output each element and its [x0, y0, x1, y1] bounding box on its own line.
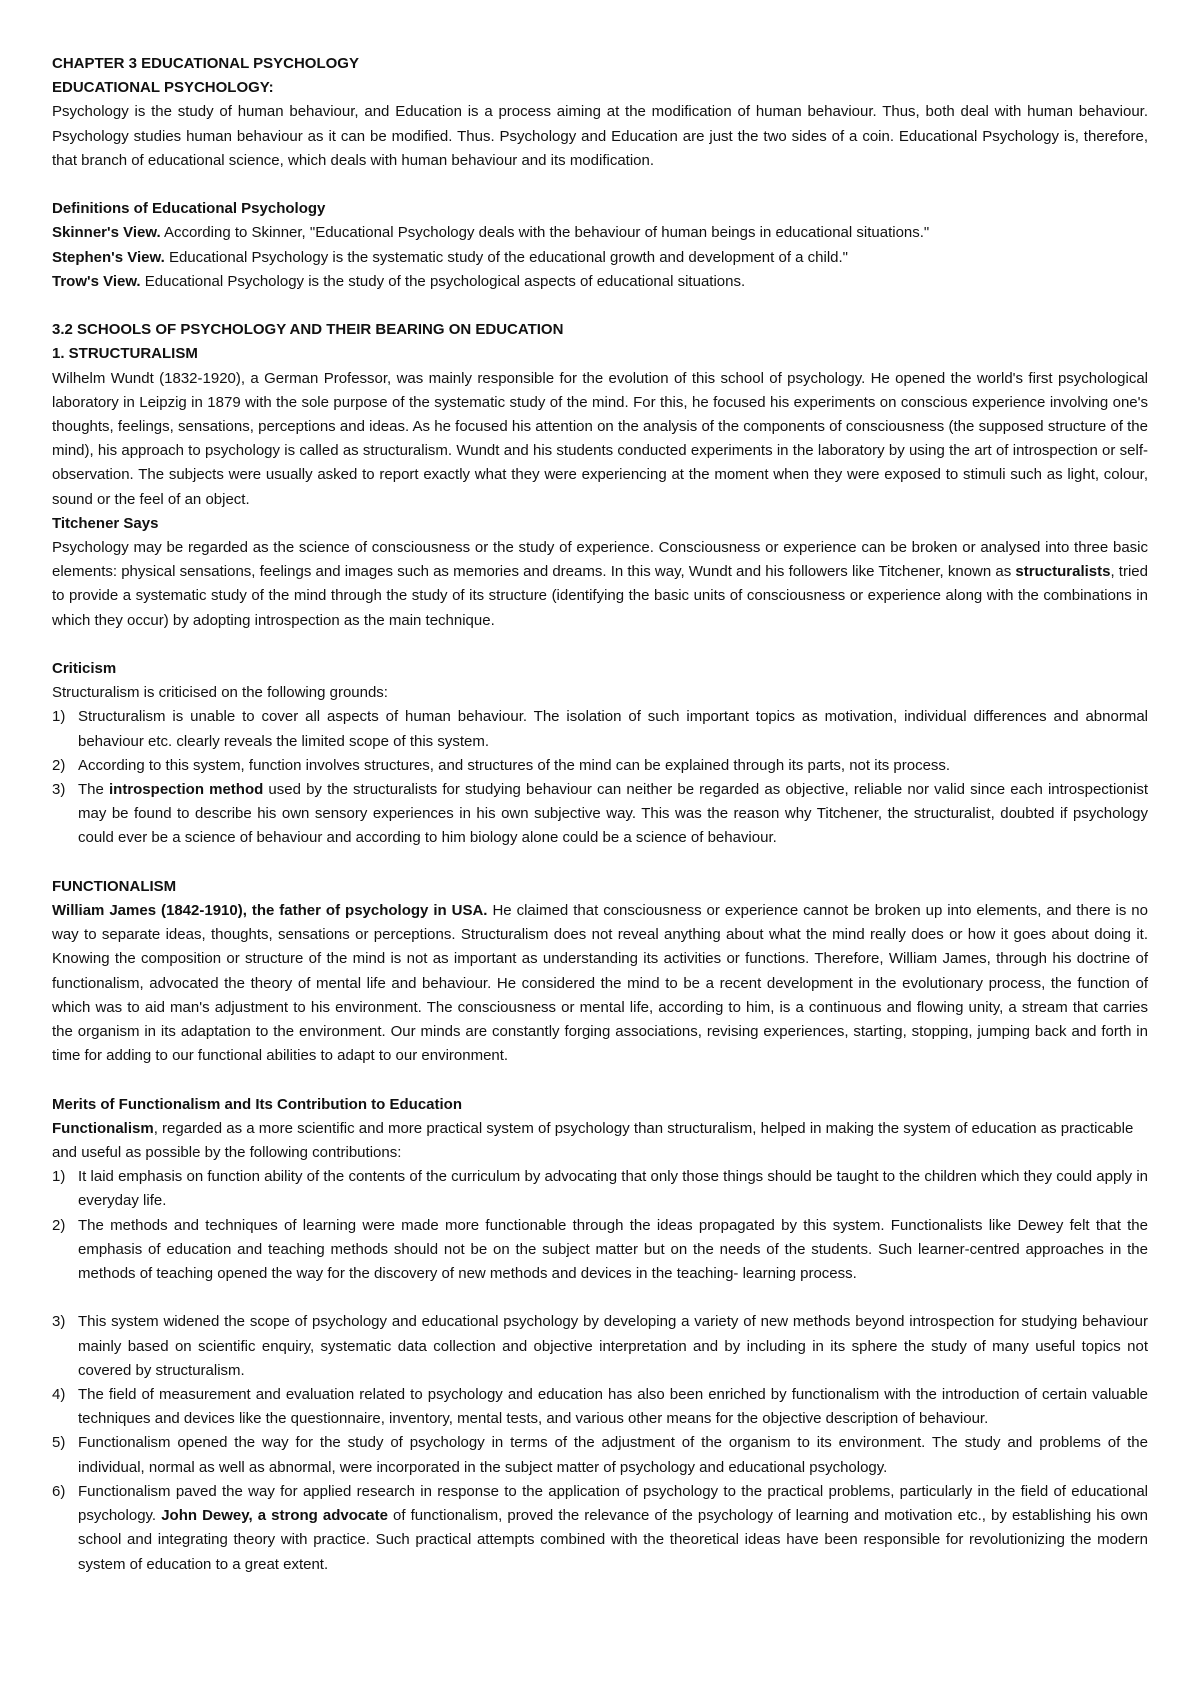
intro-paragraph: Psychology is the study of human behaviour, and Education is a process aiming at the modification of human behaviour. Thus, both deal with human behaviour. Psychology studies human behaviour as it can be modified. Thus. Psychology and Education are just the two sides of a coin. Educational Psychology is, therefore, that branch of educational science, which deals with human behaviour and its modification. — [52, 103, 1148, 169]
definition-trow — [52, 270, 1148, 294]
section-title: EDUCATIONAL PSYCHOLOGY: — [52, 79, 274, 97]
functionalism-heading: FUNCTIONALISM — [52, 877, 177, 895]
list-text: used by the structuralists for studying behaviour can neither be regarded as objective, reliable nor valid since each introspectionist may be found to describe his own sensory experiences in his own subjective way. This was the reason why Titchener, the structuralist, doubted if psychology could ever be a science of behaviour and according to him biology alone could be a science of behaviour. — [78, 781, 1148, 847]
titchener-heading: Titchener Says — [52, 514, 159, 532]
list-number: 2) — [52, 756, 66, 774]
merits-heading: Merits of Functionalism and Its Contribution to Education — [52, 1095, 462, 1113]
structuralism-paragraph: Wilhelm Wundt (1832-1920), a German Professor, was mainly responsible for the evolution of this school of psychology. He opened the world's first psychological laboratory in Leipzig in 1879 with the sole purpose of the systematic study of the mind. For this, he focused his experiments on conscious experience involving one's thoughts, feelings, sensations, perceptions and ideas. As he focused his attention on the analysis of the components of consciousness (the supposed structure of the mind), his approach to psychology is called as structuralism. Wundt and his students conducted experiments in the laboratory by using the art of introspection or self- observation. The subjects were usually asked to report exactly what they were experiencing at the moment when they were exposed to stimuli such as light, colour, sound or the feel of an object. — [52, 369, 1148, 508]
list-item — [52, 754, 1148, 778]
list-text: The methods and techniques of learning were made more functionable through the ideas propagated by this system. Functionalists like Dewey felt that the emphasis of education and teaching methods should not be on the subject matter but on the needs of the students. Such learner-centred approaches in the methods of teaching opened the way for the discovery of new methods and devices in the teaching- learning process. — [78, 1216, 1148, 1283]
definition-text: Educational Psychology is the systematic study of the educational growth and development of a child." — [164, 248, 848, 266]
definition-stephen — [52, 246, 1148, 270]
list-item — [52, 1310, 1148, 1383]
list-item — [52, 1165, 1148, 1213]
list-text: Structuralism is unable to cover all aspects of human behaviour. The isolation of such important topics as motivation, individual differences and abnormal behaviour etc. clearly reveals the limited scope of this system. — [78, 708, 1148, 750]
list-item — [52, 705, 1148, 753]
list-text: Functionalism paved the way for applied research in response to the application of psychology to the practical problems, particularly in the field of educational psychology. — [78, 1482, 1148, 1525]
merits-list — [52, 1165, 1148, 1286]
structuralism-heading: 1. STRUCTURALISM — [52, 345, 198, 363]
john-dewey-term: John Dewey, a strong advocate — [161, 1507, 388, 1525]
list-number: 1) — [52, 708, 66, 726]
list-text: According to this system, function involves structures, and structures of the mind can be explained through its parts, not its process. — [78, 756, 951, 774]
definition-label: Skinner's View. — [52, 224, 161, 242]
list-item — [52, 1383, 1148, 1431]
list-number: 5) — [52, 1434, 66, 1452]
list-number: 3) — [52, 1313, 66, 1331]
functionalism-text: He claimed that consciousness or experience cannot be broken up into elements, and there is no way to separate ideas, thoughts, sensations or perceptions. Structuralism does not reveal anything about what the mind really does or how it goes about doing it. Knowing the composition or structure of the mind is not as important as understanding its activities or functions. Therefore, William James, through his doctrine of functionalism, advocated the theory of mental life and behaviour. He considered the mind to be a recent development in the evolutionary process, the function of which was to aid man's adjustment to his environment. The consciousness or mental life, according to him, is a continuous and flowing unity, a stream that carries the organism in its adaptation to the environment. Our minds are constantly forging associations, revising experiences, starting, stopping, jumping back and forth in time for adding to our functional abilities to adapt to our environment. — [52, 902, 1148, 1065]
titchener-paragraph — [52, 536, 1148, 633]
chapter-title: CHAPTER 3 EDUCATIONAL PSYCHOLOGY — [52, 55, 359, 72]
list-number: 1) — [52, 1168, 66, 1186]
criticism-heading: Criticism — [52, 660, 117, 678]
merits-list-continued — [52, 1310, 1148, 1576]
list-number: 6) — [52, 1482, 66, 1500]
merits-intro-text: , regarded as a more scientific and more practical system of psychology than structuralism, helped in making the system of education as practicable and useful as possible by the following contributions: — [52, 1119, 1134, 1162]
list-text: Functionalism opened the way for the study of psychology in terms of the adjustment of the organism to its environment. The study and problems of the individual, normal as well as abnormal, were incorporated in the subject matter of psychology and educational psychology. — [78, 1434, 1148, 1476]
definition-label: Trow's View. — [52, 272, 141, 290]
list-number: 4) — [52, 1386, 66, 1404]
functionalism-term: Functionalism — [52, 1119, 154, 1137]
titchener-text: , tried to provide a systematic study of the mind through the study of its structure (identifying the basic units of consciousness or experience along with the combinations in which they occur) by adopting introspection as the main technique. — [52, 563, 1148, 629]
list-text: The field of measurement and evaluation related to psychology and education has also been enriched by functionalism with the introduction of certain valuable techniques and devices like the questionnaire, inventory, mental tests, and various other means for the objective description of behaviour. — [78, 1386, 1148, 1428]
structuralists-term: structuralists — [1015, 563, 1111, 581]
list-text: This system widened the scope of psychology and educational psychology by developing a variety of new methods beyond introspection for studying behaviour mainly based on scientific enquiry, systematic data collection and objective interpretation and by including in its sphere the study of many useful topics not covered by structuralism. — [78, 1313, 1148, 1379]
list-number: 3) — [52, 781, 66, 799]
titchener-text: Psychology may be regarded as the science of consciousness or the study of experience. Consciousness or experience can be broken or analysed into three basic elements: physical sensations, feelings and images such as memories and dreams. In this way, Wundt and his followers like Titchener, known as — [52, 539, 1148, 581]
merits-intro — [52, 1117, 1148, 1165]
definition-text: Educational Psychology is the study of the psychological aspects of educational situations. — [140, 272, 746, 290]
definitions-heading: Definitions of Educational Psychology — [52, 200, 326, 218]
list-item — [52, 1214, 1148, 1287]
list-text: of functionalism, proved the relevance of the psychology of learning and motivation etc., by establishing his own school and integrating theory with practice. Such practical attempts combined with the theoretical ideas have been responsible for revolutionizing the modern system of education to a great extent. — [78, 1507, 1149, 1573]
definition-skinner — [52, 221, 1148, 245]
list-item — [52, 1480, 1148, 1577]
functionalism-paragraph — [52, 899, 1148, 1068]
list-text: The — [78, 781, 109, 799]
criticism-list — [52, 705, 1148, 850]
list-number: 2) — [52, 1216, 66, 1234]
list-item — [52, 778, 1148, 851]
definition-text: According to Skinner, "Educational Psychology deals with the behaviour of human beings in educational situations." — [160, 224, 930, 242]
list-item — [52, 1431, 1148, 1479]
william-james-intro: William James (1842-1910), the father of psychology in USA. — [52, 902, 488, 920]
schools-heading: 3.2 SCHOOLS OF PSYCHOLOGY AND THEIR BEARING ON EDUCATION — [52, 321, 564, 339]
list-text: It laid emphasis on function ability of the contents of the curriculum by advocating that only those things should be taught to the children which they could apply in everyday life. — [78, 1168, 1148, 1210]
criticism-intro: Structuralism is criticised on the following grounds: — [52, 684, 388, 702]
introspection-method-term: introspection method — [108, 781, 264, 799]
definition-label: Stephen's View. — [52, 248, 165, 266]
